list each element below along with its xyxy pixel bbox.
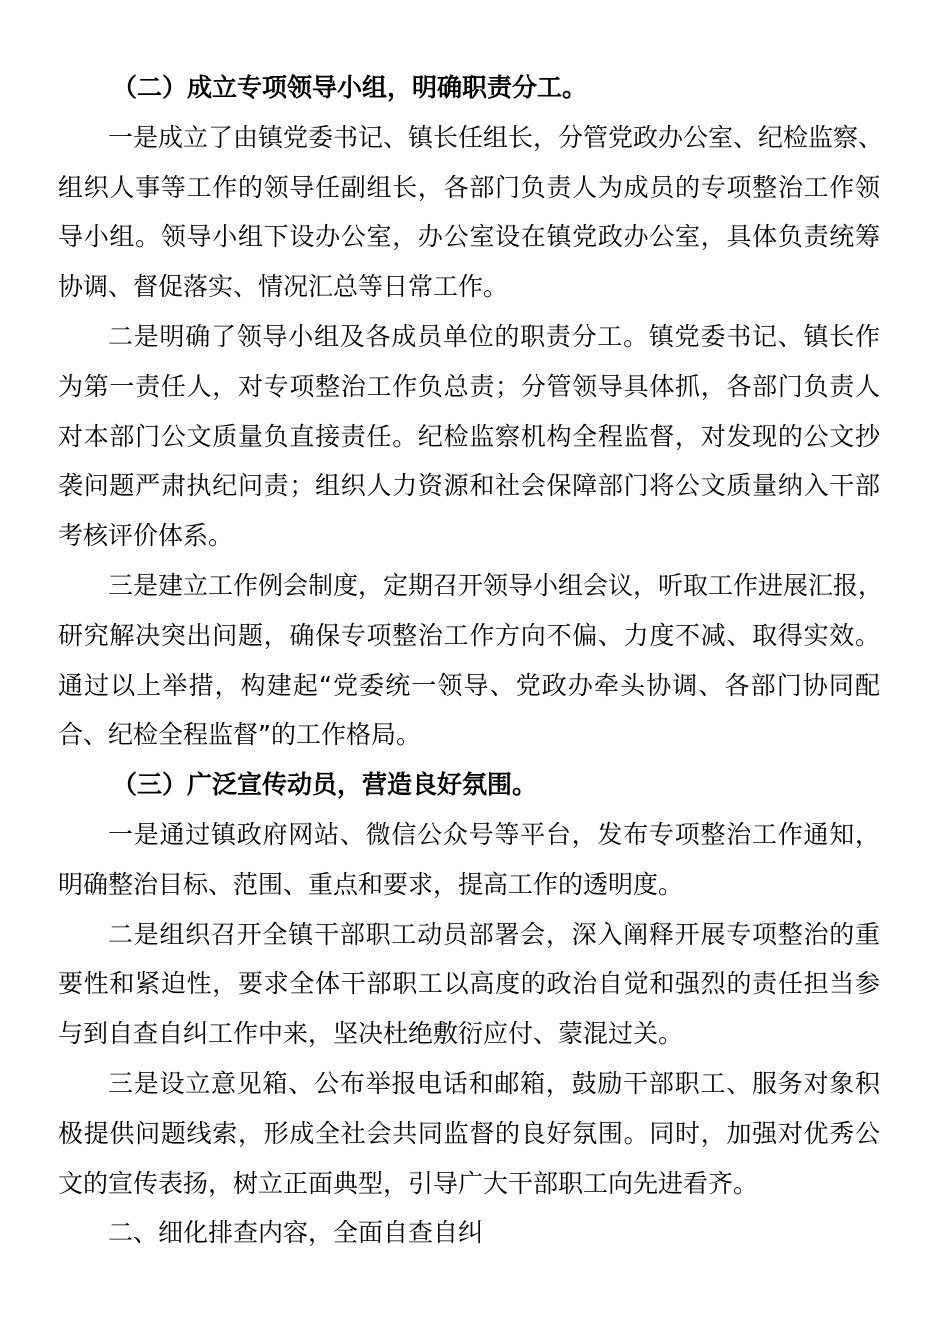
text-line: （二）成立专项领导小组，明确职责分工。 [112, 73, 588, 102]
paragraph [58, 910, 880, 1059]
text-line: 组织人事等工作的领导任副组长，各部门负责人为成员的专项整治工作领 [58, 172, 880, 202]
text-line: 要性和紧迫性，要求全体干部职工以高度的政治自觉和强烈的责任担当参 [58, 969, 880, 999]
text-line: 通过以上举措，构建起“党委统一领导、党政办牵头协调、各部门协同配 [58, 670, 880, 700]
text-line: 二是明确了领导小组及各成员单位的职责分工。镇党委书记、镇长作 [108, 321, 880, 351]
paragraph [58, 1208, 880, 1258]
text-line: 极提供问题线索，形成全社会共同监督的良好氛围。同时，加强对优秀公 [58, 1118, 880, 1148]
text-line: 与到自查自纠工作中来，坚决杜绝敷衍应付、蒙混过关。 [58, 1019, 684, 1049]
document-page [58, 63, 884, 1258]
text-line: 三是建立工作例会制度，定期召开领导小组会议，听取工作进展汇报， [108, 570, 884, 600]
section-heading [58, 760, 880, 810]
text-line: 明确整治目标、范围、重点和要求，提高工作的透明度。 [58, 869, 684, 899]
text-line: 文的宣传表扬，树立正面典型，引导广大干部职工向先进看齐。 [58, 1168, 759, 1198]
text-line: 三是设立意见箱、公布举报电话和邮箱，鼓励干部职工、服务对象积 [108, 1068, 880, 1098]
text-line: 考核评价体系。 [58, 521, 234, 551]
text-line: 二是组织召开全镇干部职工动员部署会，深入阐释开展专项整治的重 [108, 919, 880, 949]
text-line: 导小组。领导小组下设办公室，办公室设在镇党政办公室，具体负责统筹 [58, 222, 880, 252]
text-line: 研究解决突出问题，确保专项整治工作方向不偏、力度不减、取得实效。 [58, 620, 880, 650]
text-line: 袭问题严肃执纪问责；组织人力资源和社会保障部门将公文质量纳入干部 [58, 471, 880, 501]
text-line: 二、细化排查内容，全面自查自纠 [108, 1218, 484, 1248]
text-line: （三）广泛宣传动员，营造良好氛围。 [112, 770, 538, 800]
section-heading [58, 63, 880, 113]
text-line: 合、纪检全程监督”的工作格局。 [58, 720, 421, 750]
paragraph [58, 312, 880, 561]
paragraph [58, 561, 884, 760]
text-line: 为第一责任人，对专项整治工作负总责；分管领导具体抓，各部门负责人 [58, 371, 880, 401]
paragraph [58, 113, 884, 312]
text-line: 对本部门公文质量负直接责任。纪检监察机构全程监督，对发现的公文抄 [58, 421, 880, 451]
text-line: 一是通过镇政府网站、微信公众号等平台，发布专项整治工作通知， [108, 819, 880, 849]
paragraph [58, 810, 880, 910]
text-line: 一是成立了由镇党委书记、镇长任组长，分管党政办公室、纪检监察、 [108, 122, 884, 152]
text-line: 协调、督促落实、情况汇总等日常工作。 [58, 272, 509, 302]
paragraph [58, 1059, 880, 1208]
